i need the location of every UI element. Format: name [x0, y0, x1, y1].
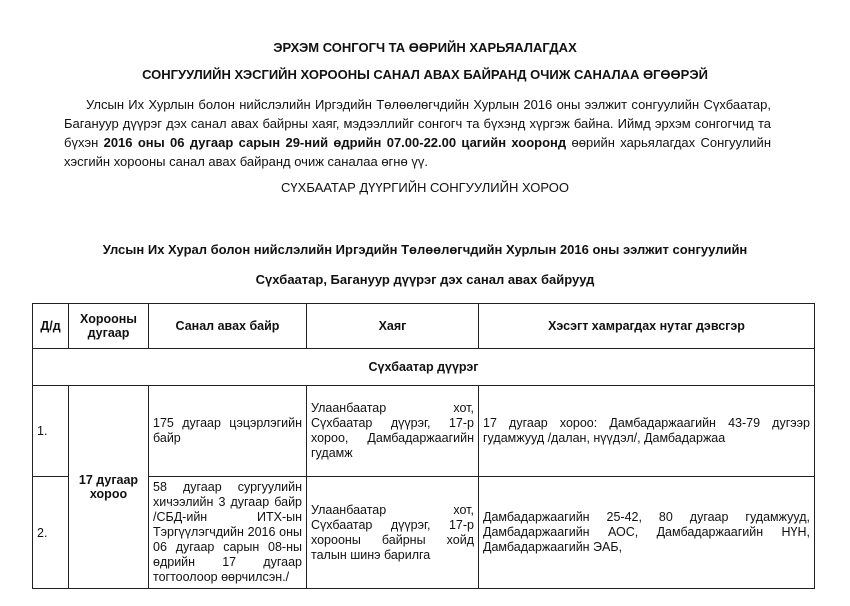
section-title: СҮХБААТАР ДҮҮРГИЙН СОНГУУЛИЙН ХОРОО — [281, 180, 569, 195]
table-title-line-1: Улсын Их Хурал болон нийслэлийн Иргэдийн Төлөөлөгчдийн Хурлын 2016 оны ээлжит сонгуулийн — [102, 242, 748, 257]
intro-paragraph — [64, 95, 771, 171]
row-number: 2. — [33, 477, 69, 589]
header-area: Хэсэгт хамрагдах нутаг дэвсгэр — [479, 304, 815, 349]
district-row — [33, 349, 815, 386]
table-row — [33, 386, 815, 477]
khoroo-cell: 17 дугаар хороо — [69, 386, 149, 589]
document-subtitle: СОНГУУЛИЙН ХЭСГИЙН ХОРООНЫ САНАЛ АВАХ БАЙРАНД ОЧИЖ САНАЛАА ӨГӨӨРЭЙ — [142, 67, 708, 82]
polling-place: 58 дугаар сургуулийн хичээлийн 3 дугаар байр /СБД-ийн ИТХ-ын Тэргүүлэгчдийн 2016 оны 06 дугаар сарын 08-ны өдрийн 17 дугаар тогтоолоор өөрчилсэн./ — [149, 477, 307, 589]
table-header-row — [33, 304, 815, 349]
district-name: Сүхбаатар дүүрэг — [33, 349, 815, 386]
header-number: Д/д — [33, 304, 69, 349]
polling-stations-table — [32, 303, 815, 589]
polling-area: 17 дугаар хороо: Дамбадаржаагийн 43-79 дугээр гудамжууд /далан, нүүдэл/, Дамбадаржаа — [479, 386, 815, 477]
polling-address: Улаанбаатар хот, Сүхбаатар дүүрэг, 17-р хорооны байрны хойд талын шинэ барилга — [307, 477, 479, 589]
table-row — [33, 477, 815, 589]
intro-text-bold: 2016 оны 06 дугаар сарын 29-ний өдрийн 07.00-22.00 цагийн хооронд — [103, 135, 567, 150]
header-address: Хаяг — [307, 304, 479, 349]
polling-place: 175 дугаар цэцэрлэгийн байр — [149, 386, 307, 477]
header-khoroo: Хорооны дугаар — [69, 304, 149, 349]
document-title: ЭРХЭМ СОНГОГЧ ТА ӨӨРИЙН ХАРЬЯАЛАГДАХ — [273, 40, 577, 55]
intro-text-1: Улсын Их Хурлын болон нийслэлийн Иргэдийн Төлөөлөгчдийн Хурлын 2016 оны ээлжит сонгуулийн Сүхбаатар, Багануур дүүрэг дэх санал авах байрны хаяг, мэдээллийг сонгогч та бүхэнд хүргэж байна. Иймд эрхэм сонгогчид та бүхэн — [64, 97, 771, 150]
polling-address: Улаанбаатар хот, Сүхбаатар дүүрэг, 17-р хороо, Дамбадаржаагийн гудамж — [307, 386, 479, 477]
row-number: 1. — [33, 386, 69, 477]
table-title-line-2: Сүхбаатар, Багануур дүүрэг дэх санал авах байрууд — [255, 272, 595, 287]
polling-area: Дамбадаржаагийн 25-42, 80 дугаар гудамжууд, Дамбадаржаагийн АОС, Дамбадаржаагийн НҮН, Дамбадаржаагийн ЭАБ, — [479, 477, 815, 589]
intro-text-2: өөрийн харьялагдах Сонгуулийн хэсгийн хорооны санал авах байранд очиж саналаа өгнө үү. — [64, 135, 771, 169]
header-place: Санал авах байр — [149, 304, 307, 349]
